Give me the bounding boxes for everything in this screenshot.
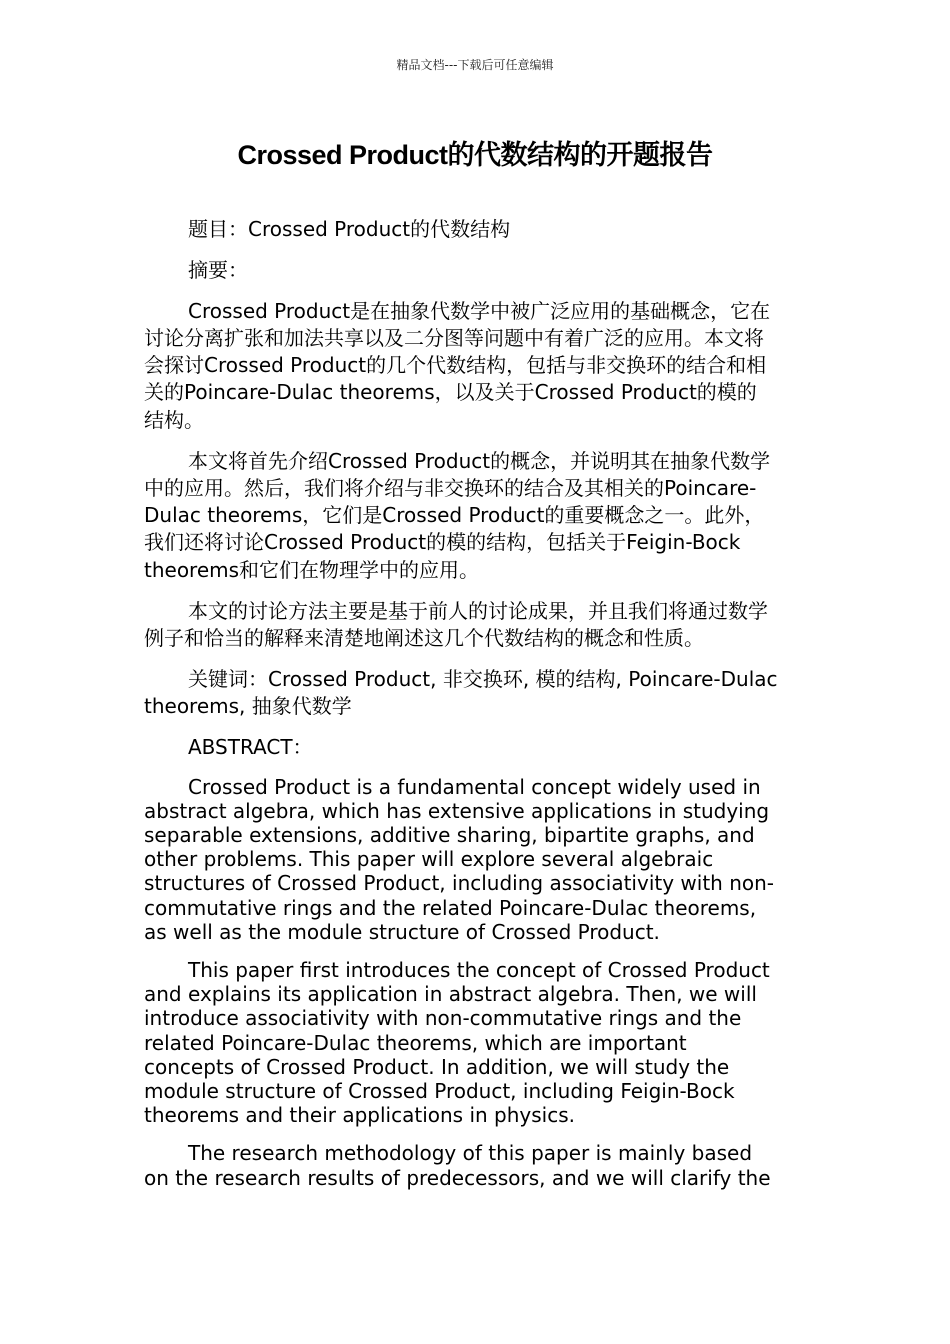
text-line: 关的Poincare-Dulac theorems，以及关于Crossed Product的模的 (144, 380, 757, 405)
text-line: module structure of Crossed Product, including Feigin-Bock (144, 1078, 735, 1103)
abstract-en-heading (144, 734, 808, 761)
text-line: Crossed Product是在抽象代数学中被广泛应用的基础概念，它在 (188, 298, 771, 323)
text-line: 题目：Crossed Product的代数结构 (188, 217, 511, 241)
text-line: ABSTRACT： (188, 734, 313, 759)
en-paragraph-1 (144, 775, 808, 944)
text-line: theorems and their applications in physics. (144, 1103, 575, 1128)
text-line: as well as the module structure of Crossed Product. (144, 919, 660, 944)
en-paragraph-3 (144, 1141, 808, 1189)
page-header: 精品文档---下载后可任意编辑 (396, 58, 554, 72)
text-line: The research methodology of this paper is mainly based (188, 1141, 753, 1166)
text-line: theorems和它们在物理学中的应用。 (144, 557, 480, 582)
cn-paragraph-1 (144, 298, 808, 434)
text-line: 会探讨Crossed Product的几个代数结构，包括与非交换环的结合和相 (144, 353, 767, 378)
text-line: commutative rings and the related Poincare-Dulac theorems, (144, 895, 757, 920)
cn-paragraph-2 (144, 448, 808, 584)
text-line: introduce associativity with non-commutative rings and the (144, 1006, 742, 1031)
text-line: concepts of Crossed Product. In addition, we will study the (144, 1054, 730, 1079)
document-body (144, 216, 808, 1204)
topic-line (144, 216, 808, 243)
text-line: 本文将首先介绍Crossed Product的概念，并说明其在抽象代数学 (188, 448, 771, 473)
abstract-heading (144, 257, 808, 284)
text-line: Crossed Product is a fundamental concept widely used in (188, 774, 761, 799)
text-line: 本文的讨论方法主要是基于前人的讨论成果，并且我们将通过数学 (188, 598, 768, 623)
text-line: 摘要： (188, 257, 248, 282)
text-line: abstract algebra, which has extensive applications in studying (144, 798, 770, 823)
text-line: separable extensions, additive sharing, bipartite graphs, and (144, 822, 755, 847)
text-line: This paper first introduces the concept of Crossed Product (188, 957, 770, 982)
text-line: 我们还将讨论Crossed Product的模的结构，包括关于Feigin-Bock (144, 530, 741, 555)
text-line: 结构。 (144, 407, 204, 432)
document-title: Crossed Product的代数结构的开题报告 (237, 140, 713, 170)
text-line: on the research results of predecessors, and we will clarify the (144, 1165, 771, 1190)
text-line: other problems. This paper will explore several algebraic (144, 847, 714, 872)
keywords-line (144, 666, 808, 721)
text-line: 讨论分离扩张和加法共享以及二分图等问题中有着广泛的应用。本文将 (144, 325, 764, 350)
en-paragraph-2 (144, 958, 808, 1127)
text-line: Dulac theorems，它们是Crossed Product的重要概念之一。此外， (144, 503, 765, 528)
text-line: 例子和恰当的解释来清楚地阐述这几个代数结构的概念和性质。 (144, 625, 704, 650)
text-line: structures of Crossed Product, including associativity with non- (144, 871, 775, 896)
text-line: 关键词：Crossed Product, 非交换环, 模的结构, Poincare-Dulac (188, 666, 778, 691)
text-line: 中的应用。然后，我们将介绍与非交换环的结合及其相关的Poincare- (144, 475, 757, 500)
text-line: theorems, 抽象代数学 (144, 693, 352, 718)
text-line: and explains its application in abstract algebra. Then, we will (144, 982, 757, 1007)
cn-paragraph-3 (144, 598, 808, 653)
text-line: related Poincare-Dulac theorems, which are important (144, 1030, 687, 1055)
